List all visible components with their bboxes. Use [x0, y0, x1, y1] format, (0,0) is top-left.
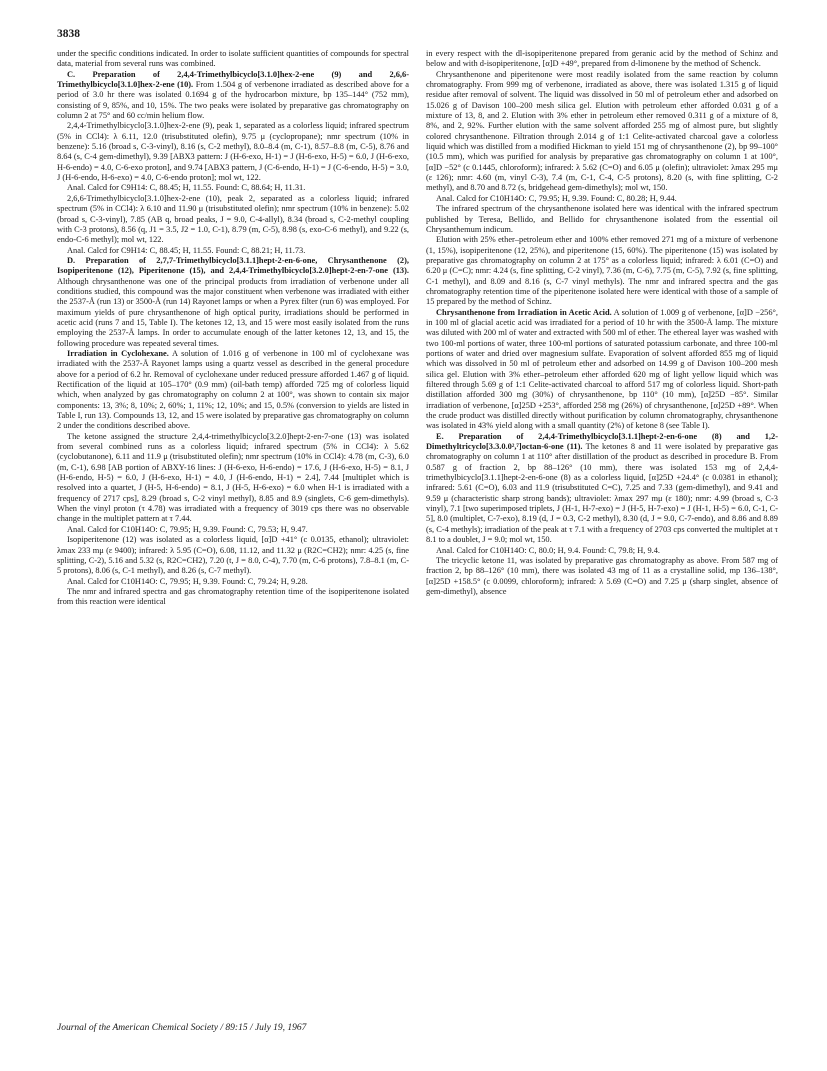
- page-number: 3838: [57, 28, 80, 40]
- paragraph-compound-9: 2,4,4-Trimethylbicyclo[3.1.0]hex-2-ene (9), peak 1, separated as a colorless liquid; infrared spectrum (5% in CCl4): λ 6.11, 12.0 (trisubstituted olefin), 9.75 μ (cyclopropane); nmr spectrum (10% in benzene): 5.16 (broad s, C-3-vinyl), 8.16 (s, C-2 methyl), 8.0–8.4 (m, C-1), 8.57–8.8 (m, C-5), 8.76 and 8.64 (s, C-4 gem-dimethyl), 9.39 [ABX3 pattern: J (H-6-exo, H-1) = J (H-6-exo, H-5) = 6.0, J (H-6-exo, H-6-endo) = 4.0, C-6-exo proton], and 9.74 [ABX3 pattern, J (C-6-endo, H-1) = J (C-6-endo, H-5) = 3.0, J (H-6-endo, H-6-exo) = 4.0, C-6-endo proton]; mol wt, 122.: [57, 121, 409, 183]
- paragraph-tricyclic-ketone: The tricyclic ketone 11, was isolated by preparative gas chromatography as above. From 587 mg of fraction 2, bp 88–126° (10 mm), there was isolated 43 mg of 11 as a crystalline solid, mp 136–138°, [α]25D +158.5° (c 0.0099, chloroform); infrared: λ 5.69 (C=O) and 7.25 μ (sharp singlet, absence of gem-dimethyl), absence: [426, 555, 778, 596]
- paragraph-section-d: D. Preparation of 2,7,7-Trimethylbicyclo[3.1.1]hept-2-en-6-one, Chrysanthenone (2), Isopiperitenone (12), Piperitenone (15), and 2,4,4-Trimethylbicyclo[3.2.0]hept-2-en-7-one (13). Although chrysanthenone was one of the principal products from irradiation of verbenone under all conditions studied, this compound was the major constituent when verbenone was irradiated with either the 2537-Å (run 13) or 3500-Å (run 14) Rayonet lamps or when a Pyrex filter (run 6) was employed. For maximum yields of pure chrysanthenone of high optical purity, irradiations should be performed in acetic acid (runs 7 and 15, Table I). The ketones 12, 13, and 15 were most easily isolated from the runs employing the 2537-Å lamps. In order to accumulate enough of the latter ketones 12, 13, and 15, the following procedure was repeated several times.: [57, 255, 409, 348]
- paragraph-analysis-2: Anal. Calcd for C10H14O: C, 79.95; H, 9.39. Found: C, 80.28; H, 9.44.: [436, 193, 677, 203]
- left-column: [57, 49, 409, 1011]
- paragraph-piperitenone: Elution with 25% ether–petroleum ether and 100% ether removed 271 mg of a mixture of verbenone (1, 15%), isopiperitenone (12, 25%), and piperitenone (15, 60%). The piperitenone (15) was isolated by preparative gas chromatography on column 2 at 175° as a colorless liquid; infrared: λ 6.01 (C=O) and 6.20 μ (C=C); nmr: 4.24 (s, fine splitting, C-2 vinyl), 7.36 (m, C-6), 7.75 (m, C-5), 7.92 (s, fine splitting, C-1 methyl), and 8.09 and 8.16 (s, C-7 vinyl methyls). The nmr and infrared spectra and the gas chromatography retention time of the piperitenone isolated here were identical with those of a sample of 15 prepared by the method of Schinz.: [426, 235, 778, 307]
- paragraph-acetic-acid: Chrysanthenone from Irradiation in Acetic Acid. A solution of 1.009 g of verbenone, [α]D −256°, in 100 ml of glacial acetic acid was irradiated for a period of 10 hr with the 3500-Å lamp. The mixture was diluted with 200 ml of water and extracted with 500 ml of ether. The ethereal layer was washed with two 100-ml portions of water, three 100-ml portions of saturated potassium carbonate, and three 100-ml portions of water and dried over magnesium sulfate. Evaporation of solvent afforded 855 mg of liquid which was dissolved in 50 ml of petroleum ether and adsorbed on 14.99 g of Davison 100–200 mesh silica gel. Elution with 3% ether–petroleum ether afforded 620 mg of light yellow liquid which was filtered through 5.69 g of 1:1 Celite-activated charcoal to afford 517 mg of colorless liquid. Short-path distillation afforded 300 mg (30%) of chrysanthenone, bp 110° (10 mm), [α]25D −85°. Similar irradiation of verbenone, [α]25D +253°, afforded 258 mg (26%) of chrysanthenone, [α]25D +89°. When the crude product was distilled directly without purification by column chromatography, chrysanthenone was isolated in 43% yield along with a small quantity (2%) of ketone 8 (see Table I).: [426, 307, 778, 431]
- paragraph-irradiation-cyclohexane: Irradiation in Cyclohexane. A solution of 1.016 g of verbenone in 100 ml of cyclohexane was irradiated with the 2537-Å Rayonet lamps using a quartz vessel as described in the general procedure above for a period of 6.2 hr. Removal of cyclohexane under reduced pressure afforded 1.467 g of liquid. Rectification of the liquid at 105–170° (0.9 mm) (oil-bath temp) afforded 725 mg of colorless liquid which, when analyzed by gas chromatography on column 2 at 100°, was shown to contain six major components: 13, 3%; 8, 10%; 2, 60%; 1, 11%; 12, 10%; and 15, 0.5% (conversion to yields are listed in Table I, run 13). Compounds 13, 12, and 15 were isolated by preparative gas chromatography on column 2 under the conditions described above.: [57, 348, 409, 431]
- paragraph-compound-10: 2,6,6-Trimethylbicyclo[3.1.0]hex-2-ene (10), peak 2, separated as a colorless liquid; infrared spectrum (5% in CCl4): λ 6.10 and 11.90 μ (trisubstituted olefin); nmr spectrum (10% in benzene): 5.02 (broad s, C-3-vinyl), 7.85 (AB q, broad peaks, J = 9.0, C-4-allyl), 8.34 (broad s, C-2-methyl coupling with C-3 protons), 8.56 (q, J1 = 3.5, J2 = 1.0, C-1), 8.79 (m, C-5), 8.98 (s, exo-C-6 methyl), and 9.22 (s, endo-C-6 methyl); mol wt, 122.: [57, 193, 409, 245]
- paragraph-isopiperitenone: Isopiperitenone (12) was isolated as a colorless liquid, [α]D +41° (c 0.0135, ethanol); ultraviolet: λmax 233 mμ (ε 9400); infrared: λ 5.95 (C=O), 6.08, 11.12, and 11.32 μ (R2C=CH2); nmr: 4.25 (s, fine splitting, C-2), 5.16 and 5.32 (s, R2C=CH2), 7.20 (t, J = 8.0, C-4), 7.70 (m, C-6 protons), 7.8–8.1 (m, C-5 protons), 8.06 (s, C-1 methyl), and 8.26 (s, C-7 methyl).: [57, 535, 409, 576]
- paragraph-analysis-13: Anal. Calcd for C10H14O: C, 79.95; H, 9.39. Found: C, 79.53; H, 9.47.: [67, 524, 308, 534]
- paragraph-nmr-identity: The nmr and infrared spectra and gas chromatography retention time of the isopiperitenone isolated from this reaction were identical: [57, 586, 409, 607]
- paragraph-identity-continued: in every respect with the dl-isopiperitenone prepared from geranic acid by the method of Schinz and below and with d-isopiperitenone, [α]D +49°, prepared from d-limonene by the method of Schenck.: [426, 49, 778, 69]
- paragraph-ketone-13: The ketone assigned the structure 2,4,4-trimethylbicyclo[3.2.0]hept-2-en-7-one (13) was isolated from several combined runs as a colorless liquid; infrared spectrum (5% in CCl4): λ 5.62 (cyclobutanone), 6.11 and 11.9 μ (trisubstituted olefin); nmr spectrum (10% in CCl4): 4.78 (m, C-3), 6.0 (m, C-1), 6.98 [AB portion of ABXY-16 lines: J (H-6-exo, H-6-endo) = 17.6, J (H-6-exo, H-5) = 8.1, J (H-6-endo, H-5) = 6.0, J (H-6-exo, H-1) = 4.0, J (H-6-endo, H-1) = 2.4], 7.44 [multiplet which is resolved into a quartet, J (H-5, H-6-endo) = 8.1, J (H-5, H-6-exo) = 6.0 when H-1 is irradiated with a frequency of 2717 cps], 8.29 (broad s, C-2 vinyl methyl), 8.85 and 8.9 (singlets, C-6 gem-dimethyls). When the vinyl proton (τ 4.78) was irradiated with a frequency of 3019 cps there was no observable change in the multiplet pattern at τ 7.44.: [57, 431, 409, 524]
- section-heading-d: D. Preparation of 2,7,7-Trimethylbicyclo[3.1.1]hept-2-en-6-one, Chrysanthenone (2), Isopiperitenone (12), Piperitenone (15), and 2,4,4-Trimethylbicyclo[3.2.0]hept-2-en-7-one (13).: [57, 255, 409, 276]
- subheading-acetic-acid: Chrysanthenone from Irradiation in Acetic Acid.: [436, 307, 612, 317]
- paragraph-chrysanthenone-isolation: Chrysanthenone and piperitenone were most readily isolated from the same reaction by column chromatography. From 999 mg of verbenone, irradiated as above, there was isolated 1.315 g of liquid residue after removal of solvent. The liquid was dissolved in 50 ml of petroleum ether and adsorbed on 15.026 g of Davison 100–200 mesh silica gel. Elution with petroleum ether afforded 0.031 g of a mixture of 13, 8, and 2. Elution with 3% ether in petroleum ether removed 0.311 g of a mixture of 8, 8%, and 2, 92%. Further elution with the same solvent afforded 255 mg of almost pure, but slightly colored chrysanthenone. Filtration through 2.014 g of 1:1 Celite-activated charcoal gave a colorless liquid which was distilled from a modified Hickman to yield 151 mg of chrysanthenone (2), bp 99–100° (10.5 mm), which was purified for analysis by preparative gas chromatography on column 1 at 100°, [α]D −52° (c 0.1445, chloroform); infrared: λ 5.62 (C=O) and 6.05 μ (olefin); ultraviolet: λmax 295 mμ (ε 126); nmr: 4.60 (m, vinyl C-3), 7.4 (m, C-1, C-4, C-5 protons), 8.20 (s, with fine splitting, C-2 methyl), and 8.70 and 8.72 (s, bridgehead gem-dimethyls); mol wt, 150.: [426, 69, 778, 193]
- section-heading-c: C. Preparation of 2,4,4-Trimethylbicyclo[3.1.0]hex-2-ene (9) and 2,6,6-Trimethylbicyclo[3.1.0]hex-2-ene (10).: [57, 69, 409, 90]
- paragraph-section-c: C. Preparation of 2,4,4-Trimethylbicyclo[3.1.0]hex-2-ene (9) and 2,6,6-Trimethylbicyclo[3.1.0]hex-2-ene (10). From 1.504 g of verbenone irradiated as described above for a period of 3.0 hr there was isolated 0.1694 g of the hydrocarbon mixture, bp 135–144° (752 mm), consisting of 9, 85%, and 10, 15%. The two peaks were isolated by preparative gas chromatography on column 2 at 75° and 60 cc/min helium flow.: [57, 69, 409, 121]
- paragraph-section-e: E. Preparation of 2,4,4-Trimethylbicyclo[3.1.1]hept-2-en-6-one (8) and 1,2-Dimethyltricyclo[3.3.0.0²,⁷]octan-6-one (11). The ketones 8 and 11 were isolated by preparative gas chromatography on column 1 at 110° after distillation of the product as described in procedure B. From 0.587 g of fraction 2, bp 88–126° (10 mm), there was isolated 153 mg of 2,4,4-trimethylbicyclo[3.1.1]hept-2-en-6-one (8) as a colorless liquid, [α]25D +24.4° (c 0.0381 in ethanol); infrared: 5.61 (C=O), 6.03 and 11.9 (trisubstituted C=C), 7.25 and 7.33 (gem-dimethyl), and 9.41 and 9.59 μ (characteristic sharp strong bands); ultraviolet: λmax 297 mμ (ε 180); nmr: 4.99 (broad s, C-3 vinyl), 7.1 [two superimposed triplets, J (H-1, H-7-exo) = J (H-5, H-7-exo) = J (H-1, H-5) = 6.0, C-1, C-5], 8.0 (multiplet, C-7-exo), 8.19 (d, J = 0.3, C-2 methyl), 8.30 (d, J = 9.0, C-7-endo), and 8.86 and 8.89 (s, C-4 methyls); irradiation of the peak at τ 7.1 with a frequency of 2703 cps converted the multiplet at τ 8.1 to a doublet, J = 9.0; mol wt, 150.: [426, 431, 778, 545]
- paragraph-intro-continued: under the specific conditions indicated. In order to isolate sufficient quantities of compounds for spectral data, material from several runs was combined.: [57, 49, 409, 69]
- paragraph-analysis-9: Anal. Calcd for C9H14: C, 88.45; H, 11.55. Found: C, 88.64; H, 11.31.: [67, 183, 306, 193]
- paragraph-analysis-8: Anal. Calcd for C10H14O: C, 80.0; H, 9.4. Found: C, 79.8; H, 9.4.: [436, 545, 661, 555]
- paragraph-analysis-12: Anal. Calcd for C10H14O: C, 79.95; H, 9.39. Found: C, 79.24; H, 9.28.: [67, 576, 308, 586]
- paragraph-infrared-identity: The infrared spectrum of the chrysanthenone isolated here was identical with the infrared spectrum published by Teresa, Bellido, and Bellido for chrysanthenone isolated from the essential oil Chrysanthemum indicum.: [426, 204, 778, 234]
- subheading-cyclohexane: Irradiation in Cyclohexane.: [67, 348, 169, 358]
- paragraph-analysis-10: Anal. Calcd for C9H14: C, 88.45; H, 11.55. Found: C, 88.21; H, 11.73.: [67, 245, 306, 255]
- journal-footer: Journal of the American Chemical Society / 89:15 / July 19, 1967: [57, 1023, 307, 1033]
- right-column: [426, 49, 778, 1011]
- section-heading-e: E. Preparation of 2,4,4-Trimethylbicyclo[3.1.1]hept-2-en-6-one (8) and 1,2-Dimethyltricyclo[3.3.0.0²,⁷]octan-6-one (11).: [426, 431, 778, 452]
